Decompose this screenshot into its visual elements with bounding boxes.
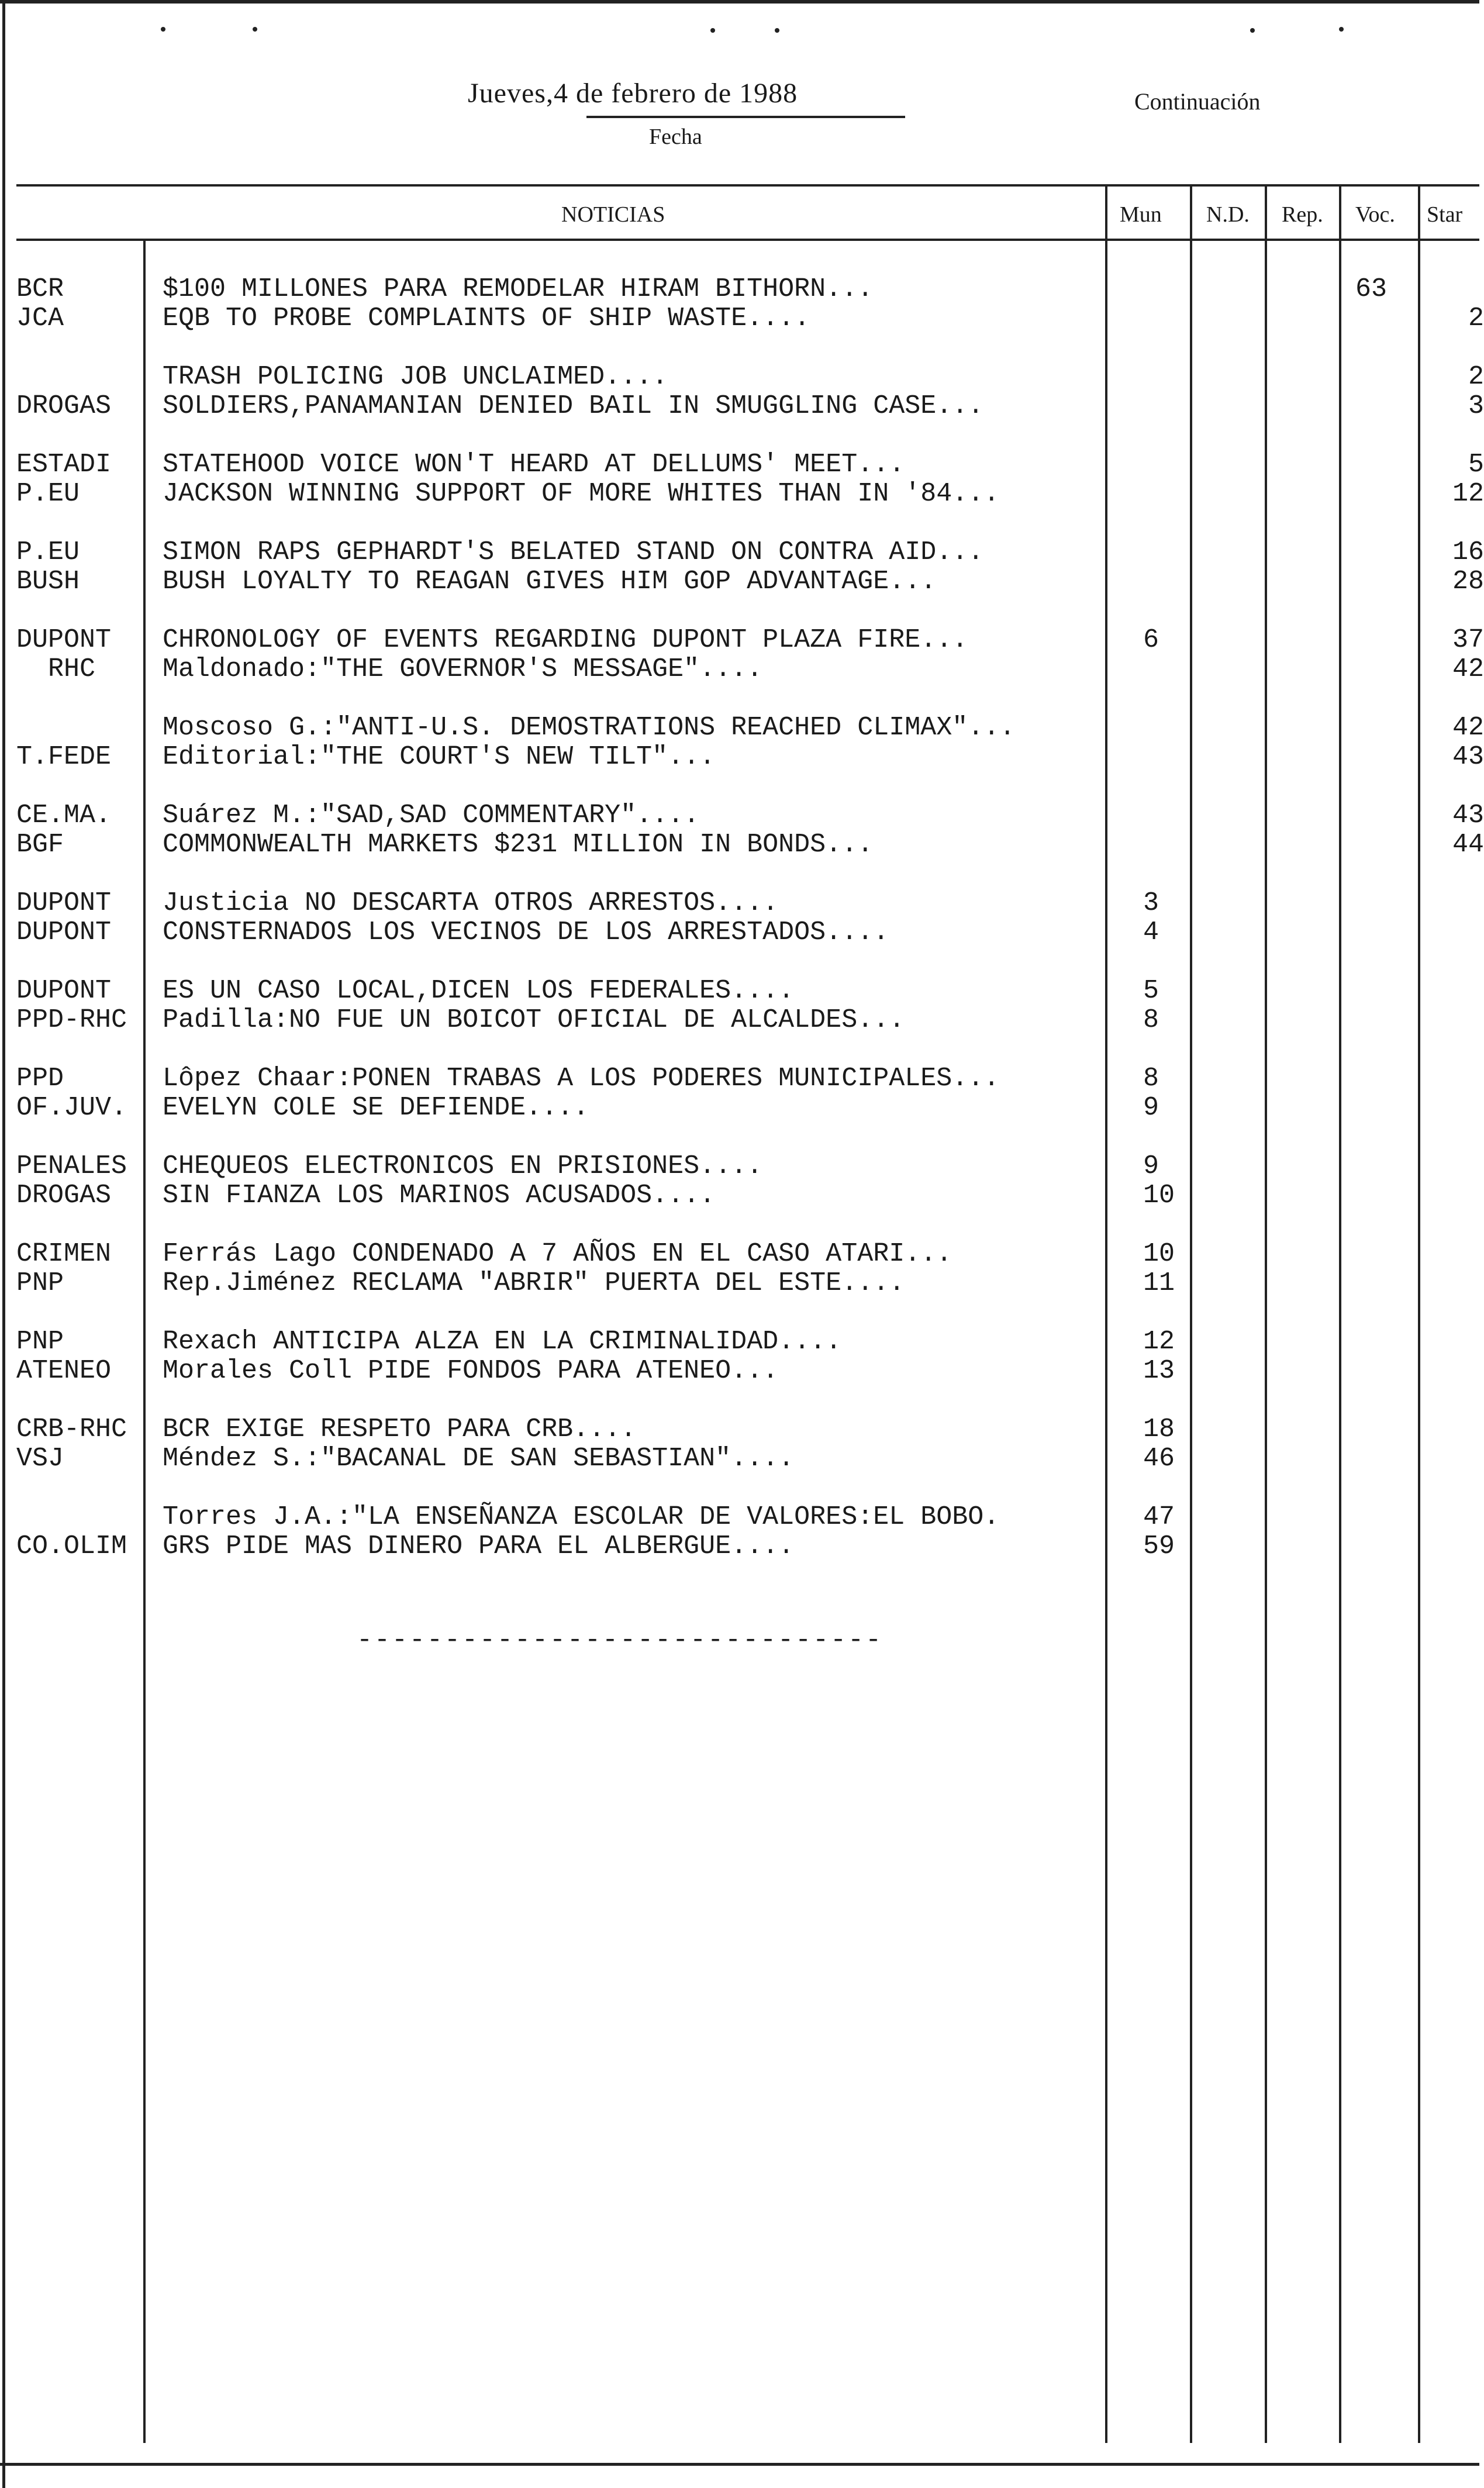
- row-headline: Justicia NO DESCARTA OTROS ARRESTOS....: [163, 888, 779, 918]
- row-headline: Torres J.A.:"LA ENSEÑANZA ESCOLAR DE VALORES:EL BOBO.: [163, 1502, 1000, 1532]
- row-tag: CRIMEN: [16, 1239, 112, 1269]
- row-mun-page: 8: [1143, 1005, 1159, 1035]
- mun-column-divider: [1190, 184, 1192, 2443]
- row-headline: EVELYN COLE SE DEFIENDE....: [163, 1093, 589, 1123]
- row-mun-page: 12: [1143, 1327, 1175, 1357]
- row-tag: P.EU: [16, 479, 80, 509]
- row-tag: BCR: [16, 274, 64, 304]
- continuation-label: Continuación: [1134, 88, 1261, 115]
- row-tag: JCA: [16, 303, 64, 333]
- row-headline: Editorial:"THE COURT'S NEW TILT"...: [163, 742, 716, 772]
- row-tag: CO.OLIM: [16, 1531, 127, 1561]
- row-headline: Suárez M.:"SAD,SAD COMMENTARY"....: [163, 800, 700, 830]
- table-header-rule: [16, 239, 1479, 241]
- rep-column-divider: [1339, 184, 1341, 2443]
- row-star-page: 12: [1452, 479, 1484, 509]
- row-mun-page: 11: [1143, 1268, 1175, 1298]
- punch-mark: [161, 27, 165, 32]
- row-mun-page: 10: [1143, 1239, 1175, 1269]
- row-headline: GRS PIDE MAS DINERO PARA EL ALBERGUE....: [163, 1531, 795, 1561]
- row-mun-page: 47: [1143, 1502, 1175, 1532]
- row-mun-page: 46: [1143, 1444, 1175, 1474]
- row-headline: TRASH POLICING JOB UNCLAIMED....: [163, 362, 668, 392]
- row-tag: PNP: [16, 1327, 64, 1357]
- date-underline: [586, 116, 905, 118]
- row-headline: Padilla:NO FUE UN BOICOT OFICIAL DE ALCALDES...: [163, 1005, 905, 1035]
- top-border: [0, 0, 1479, 4]
- column-header-voc: Voc.: [1355, 202, 1395, 227]
- row-headline: Maldonado:"THE GOVERNOR'S MESSAGE"....: [163, 654, 763, 684]
- date-label: Fecha: [649, 125, 702, 149]
- row-mun-page: 9: [1143, 1093, 1159, 1123]
- row-star-page: 42: [1452, 654, 1484, 684]
- row-headline: ES UN CASO LOCAL,DICEN LOS FEDERALES....: [163, 976, 795, 1006]
- tag-column-divider: [143, 239, 146, 2443]
- row-mun-page: 4: [1143, 917, 1159, 947]
- column-header-rep: Rep.: [1282, 202, 1323, 227]
- row-tag: T.FEDE: [16, 742, 112, 772]
- row-headline: Rep.Jiménez RECLAMA "ABRIR" PUERTA DEL ESTE....: [163, 1268, 905, 1298]
- row-tag: CRB-RHC: [16, 1414, 127, 1444]
- row-star-page: 2: [1468, 362, 1484, 392]
- row-tag: DUPONT: [16, 888, 112, 918]
- row-mun-page: 9: [1143, 1151, 1159, 1181]
- column-header-nd: N.D.: [1206, 202, 1250, 227]
- punch-mark: [710, 28, 715, 33]
- row-star-page: 28: [1452, 567, 1484, 596]
- bottom-border: [0, 2463, 1479, 2466]
- row-tag: DUPONT: [16, 976, 112, 1006]
- row-headline: COMMONWEALTH MARKETS $231 MILLION IN BONDS...: [163, 830, 874, 860]
- left-border: [2, 0, 5, 2488]
- row-headline: SOLDIERS,PANAMANIAN DENIED BAIL IN SMUGGLING CASE...: [163, 391, 984, 421]
- column-header-mun: Mun: [1120, 202, 1162, 227]
- column-header-star: Star: [1427, 202, 1463, 227]
- row-star-page: 37: [1452, 625, 1484, 655]
- nd-column-divider: [1265, 184, 1267, 2443]
- row-star-page: 43: [1452, 800, 1484, 830]
- row-mun-page: 13: [1143, 1356, 1175, 1386]
- punch-mark: [253, 27, 257, 32]
- punch-mark: [1339, 27, 1344, 32]
- row-tag: CE.MA.: [16, 800, 112, 830]
- row-star-page: 5: [1468, 450, 1484, 479]
- end-of-list-rule: ------------------------------: [357, 1626, 884, 1655]
- row-headline: Morales Coll PIDE FONDOS PARA ATENEO...: [163, 1356, 779, 1386]
- row-headline: Lôpez Chaar:PONEN TRABAS A LOS PODERES MUNICIPALES...: [163, 1064, 1000, 1093]
- row-tag: PPD: [16, 1064, 64, 1093]
- row-headline: Rexach ANTICIPA ALZA EN LA CRIMINALIDAD....: [163, 1327, 842, 1357]
- row-tag: ESTADI: [16, 450, 112, 479]
- row-headline: Ferrás Lago CONDENADO A 7 AÑOS EN EL CASO ATARI...: [163, 1239, 952, 1269]
- row-mun-page: 18: [1143, 1414, 1175, 1444]
- row-mun-page: 10: [1143, 1181, 1175, 1210]
- row-headline: Méndez S.:"BACANAL DE SAN SEBASTIAN"....: [163, 1444, 795, 1474]
- row-tag: ATENEO: [16, 1356, 112, 1386]
- row-tag: DROGAS: [16, 1181, 112, 1210]
- row-headline: CONSTERNADOS LOS VECINOS DE LOS ARRESTADOS....: [163, 917, 889, 947]
- row-star-page: 16: [1452, 537, 1484, 567]
- voc-column-divider: [1418, 184, 1420, 2443]
- row-mun-page: 3: [1143, 888, 1159, 918]
- row-tag: DUPONT: [16, 625, 112, 655]
- row-mun-page: 59: [1143, 1531, 1175, 1561]
- row-tag: VSJ: [16, 1444, 64, 1474]
- row-star-page: 3: [1468, 391, 1484, 421]
- row-headline: $100 MILLONES PARA REMODELAR HIRAM BITHORN...: [163, 274, 874, 304]
- row-headline: SIN FIANZA LOS MARINOS ACUSADOS....: [163, 1181, 716, 1210]
- row-tag: RHC: [16, 654, 96, 684]
- row-headline: Moscoso G.:"ANTI-U.S. DEMOSTRATIONS REACHED CLIMAX"...: [163, 713, 1016, 743]
- punch-mark: [775, 28, 779, 33]
- row-headline: CHRONOLOGY OF EVENTS REGARDING DUPONT PLAZA FIRE...: [163, 625, 968, 655]
- noticias-column-divider: [1105, 184, 1107, 2443]
- row-tag: OF.JUV.: [16, 1093, 127, 1123]
- row-headline: STATEHOOD VOICE WON'T HEARD AT DELLUMS' MEET...: [163, 450, 905, 479]
- row-tag: BGF: [16, 830, 64, 860]
- row-star-page: 43: [1452, 742, 1484, 772]
- row-headline: SIMON RAPS GEPHARDT'S BELATED STAND ON CONTRA AID...: [163, 537, 984, 567]
- row-mun-page: 8: [1143, 1064, 1159, 1093]
- column-header-noticias: NOTICIAS: [561, 202, 665, 227]
- punch-mark: [1250, 28, 1255, 33]
- row-star-page: 2: [1468, 303, 1484, 333]
- row-headline: CHEQUEOS ELECTRONICOS EN PRISIONES....: [163, 1151, 763, 1181]
- row-tag: DROGAS: [16, 391, 112, 421]
- row-star-page: 44: [1452, 830, 1484, 860]
- row-tag: PPD-RHC: [16, 1005, 127, 1035]
- document-date: Jueves,4 de febrero de 1988: [468, 78, 798, 109]
- row-headline: EQB TO PROBE COMPLAINTS OF SHIP WASTE....: [163, 303, 810, 333]
- row-voc-page: 63: [1355, 274, 1388, 304]
- row-tag: PENALES: [16, 1151, 127, 1181]
- row-tag: DUPONT: [16, 917, 112, 947]
- row-headline: BUSH LOYALTY TO REAGAN GIVES HIM GOP ADVANTAGE...: [163, 567, 937, 596]
- row-tag: PNP: [16, 1268, 64, 1298]
- row-mun-page: 5: [1143, 976, 1159, 1006]
- row-mun-page: 6: [1143, 625, 1159, 655]
- table-top-rule: [16, 184, 1479, 187]
- row-headline: JACKSON WINNING SUPPORT OF MORE WHITES THAN IN '84...: [163, 479, 1000, 509]
- row-headline: BCR EXIGE RESPETO PARA CRB....: [163, 1414, 637, 1444]
- row-tag: BUSH: [16, 567, 80, 596]
- row-tag: P.EU: [16, 537, 80, 567]
- row-star-page: 42: [1452, 713, 1484, 743]
